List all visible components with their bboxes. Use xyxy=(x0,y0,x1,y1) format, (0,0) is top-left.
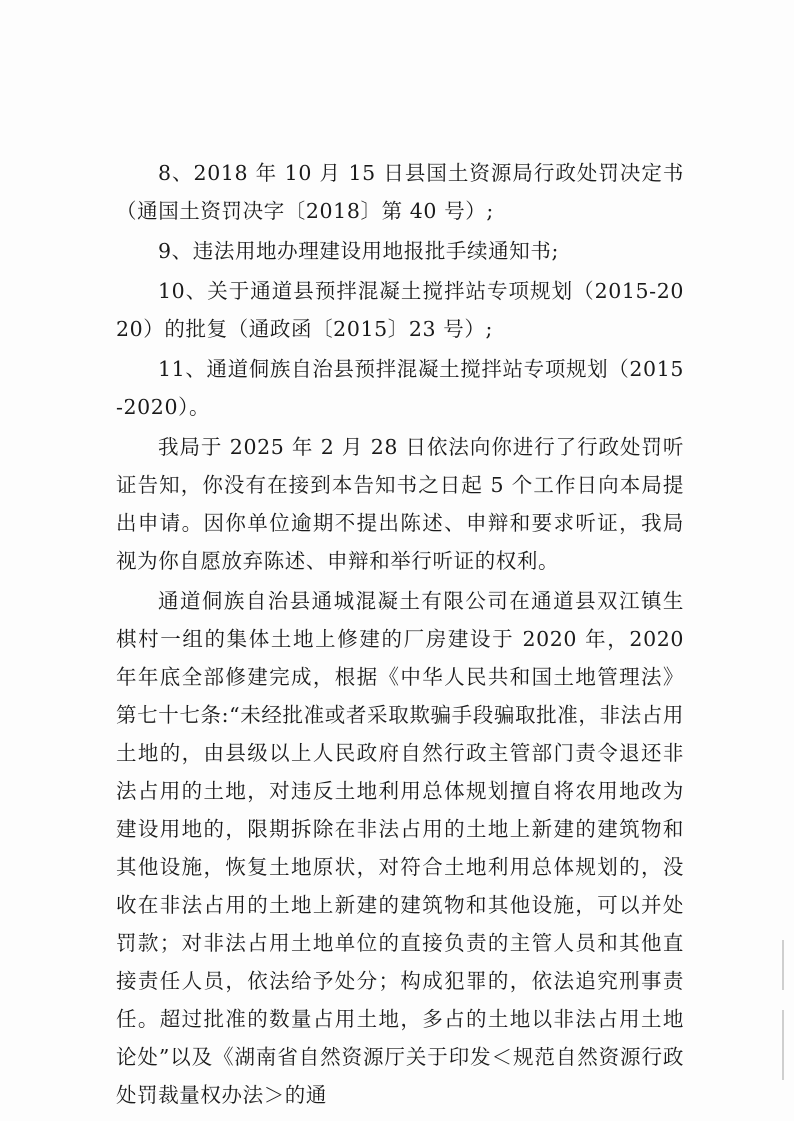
paragraph-item-10: 10、关于通道县预拌混凝土搅拌站专项规划（2015-2020）的批复（通政函〔2015〕23 号）; xyxy=(116,279,684,341)
scan-edge-mark xyxy=(782,1010,784,1080)
paragraph-item-8: 8、2018 年 10 月 15 日县国土资源局行政处罚决定书（通国土资罚决字〔2018〕第 40 号）; xyxy=(116,161,684,223)
paragraph-item-9: 9、违法用地办理建设用地报批手续通知书; xyxy=(158,239,559,263)
paragraph-hearing-notice: 我局于 2025 年 2 月 28 日依法向你进行了行政处罚听证告知，你没有在接到本告知书之日起 5 个工作日向本局提出申请。因你单位逾期不提出陈述、申辩和要求听证，我局视为你自愿放弃陈述、申辩和举行听证的权利。 xyxy=(116,435,684,573)
scan-edge-mark xyxy=(782,940,784,990)
document-body xyxy=(116,154,684,1114)
paragraph-violation-facts: 通道侗族自治县通城混凝土有限公司在通道县双江镇生棋村一组的集体土地上修建的厂房建设于 2020 年，2020 年年底全部修建完成，根据《中华人民共和国土地管理法》第七十七条:“未经批准或者采取欺骗手段骗取批准，非法占用土地的，由县级以上人民政府自然行政主管部门责令退还非法占用的土地，对违反土地利用总体规划擅自将农用地改为建设用地的，限期拆除在非法占用的土地上新建的建筑物和其他设施，恢复土地原状，对符合土地利用总体规划的，没收在非法占用的土地上新建的建筑物和其他设施，可以并处罚款；对非法占用土地单位的直接负责的主管人员和其他直接责任人员，依法给予处分；构成犯罪的，依法追究刑事责任。超过批准的数量占用土地，多占的土地以非法占用土地论处”以及《湖南省自然资源厅关于印发＜规范自然资源行政处罚裁量权办法＞的通 xyxy=(116,589,684,1107)
paragraph-item-11: 11、通道侗族自治县预拌混凝土搅拌站专项规划（2015-2020）。 xyxy=(116,357,684,419)
